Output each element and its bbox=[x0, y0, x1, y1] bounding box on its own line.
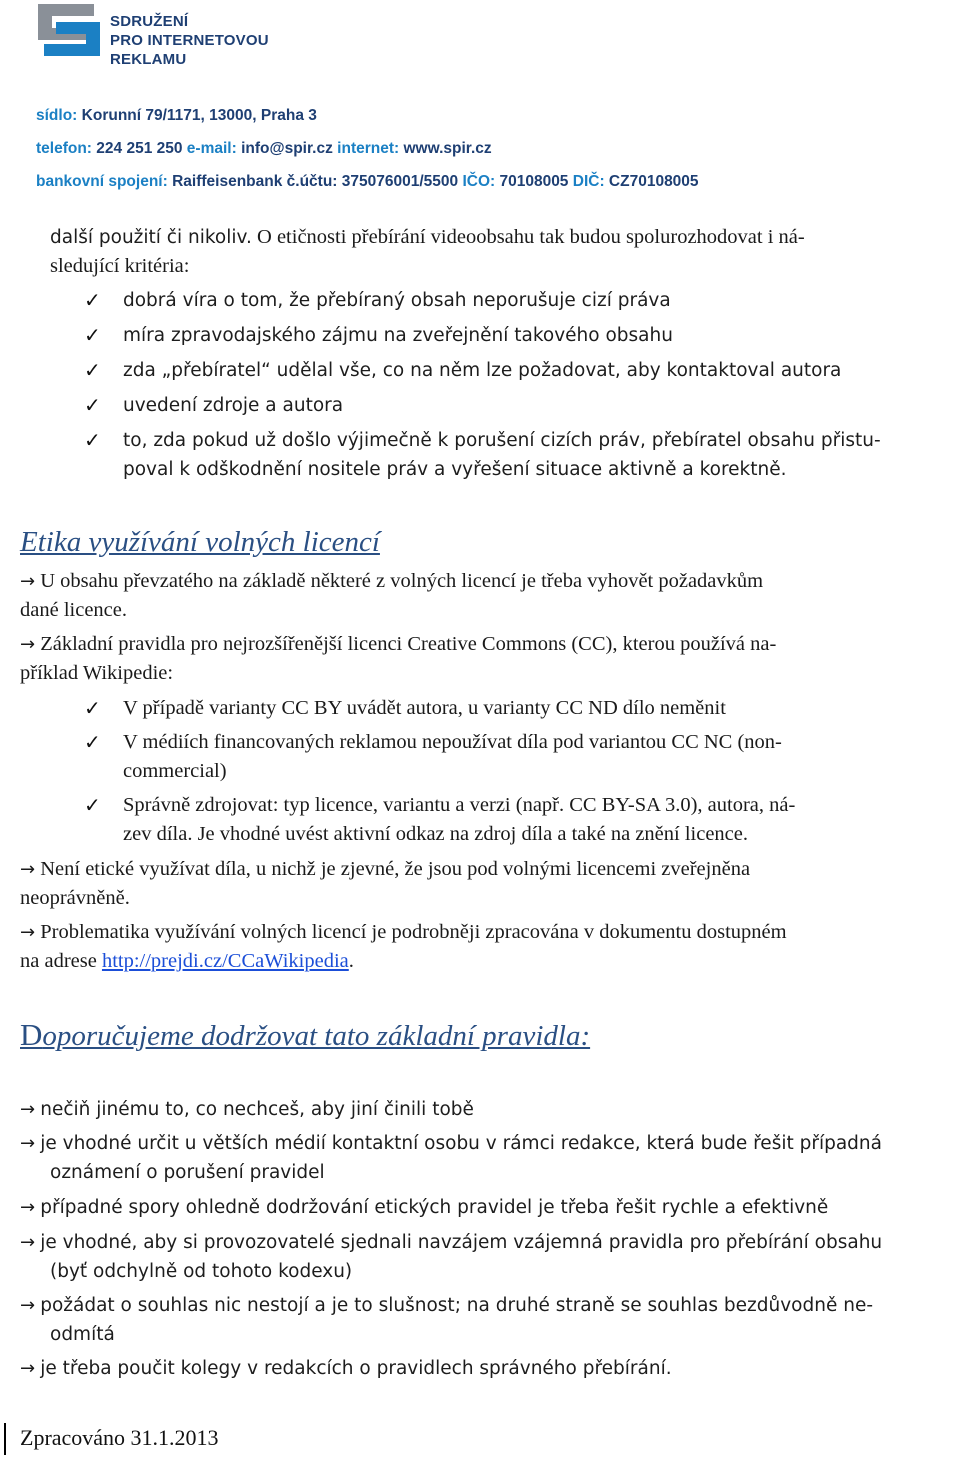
arrow-icon: → bbox=[20, 1099, 36, 1120]
contact-block bbox=[36, 104, 699, 203]
check-icon: ✓ bbox=[84, 793, 101, 817]
ico-label: IČO: bbox=[462, 173, 496, 190]
arrow-icon: → bbox=[20, 1232, 36, 1253]
bank-label: bankovní spojení: bbox=[36, 173, 168, 190]
footer-divider bbox=[4, 1423, 6, 1455]
rule-item-continuation: (byť odchylně od tohoto kodexu) bbox=[50, 1261, 353, 1282]
criteria-item: uvedení zdroje a autora bbox=[123, 395, 344, 416]
criteria-item: dobrá víra o tom, že přebíraný obsah neporušuje cizí práva bbox=[123, 290, 671, 311]
seat-value: Korunní 79/1171, 13000, Praha 3 bbox=[81, 107, 317, 124]
intro-fragment: další použití či nikoliv. bbox=[50, 227, 252, 248]
heading-text: oporučujeme dodržovat tato základní pravidla: bbox=[42, 1020, 591, 1052]
licence-paragraph-4 bbox=[20, 918, 787, 947]
arrow-icon: → bbox=[20, 859, 36, 880]
arrow-icon: → bbox=[20, 1133, 36, 1154]
check-icon: ✓ bbox=[84, 358, 101, 382]
licence-paragraph-4-cont bbox=[20, 947, 354, 976]
rule-item-continuation: odmítá bbox=[50, 1324, 115, 1345]
cc-rule: Správně zdrojovat: typ licence, variantu a verzi (např. CC BY-SA 3.0), autora, ná- bbox=[123, 794, 796, 816]
criteria-item-continuation: poval k odškodnění nositele práv a vyřešení situace aktivně a korektně. bbox=[123, 459, 787, 480]
arrow-icon: → bbox=[20, 1197, 36, 1218]
rule-item bbox=[20, 1129, 882, 1158]
licence-paragraph-3 bbox=[20, 855, 750, 884]
bank-line bbox=[36, 170, 699, 203]
email-label: e-mail: bbox=[186, 140, 237, 157]
rule-item bbox=[20, 1193, 828, 1222]
web-value[interactable]: www.spir.cz bbox=[403, 140, 492, 157]
dic-value: CZ70108005 bbox=[608, 173, 699, 190]
rule-text: nečiň jinému to, co nechceš, aby jiní činili tobě bbox=[40, 1099, 474, 1120]
licence-ethics-heading: Etika využívání volných licencí bbox=[20, 526, 380, 558]
licence-paragraph-1 bbox=[20, 567, 763, 596]
logo-line-2: PRO INTERNETOVOU bbox=[110, 32, 269, 49]
cc-wikipedia-link[interactable]: http://prejdi.cz/CCaWikipedia bbox=[101, 950, 349, 972]
check-icon: ✓ bbox=[84, 696, 101, 720]
rule-item bbox=[20, 1291, 873, 1320]
phone-line bbox=[36, 137, 699, 170]
logo-line-1: SDRUŽENÍ bbox=[110, 13, 189, 30]
heading-initial: D bbox=[20, 1017, 43, 1052]
cc-rule: V médiích financovaných reklamou nepoužívat díla pod variantou CC NC (non- bbox=[123, 731, 782, 753]
check-icon: ✓ bbox=[84, 393, 101, 417]
rule-text: je vhodné určit u větších médií kontaktní osobu v rámci redakce, která bude řešit případná bbox=[40, 1133, 882, 1154]
criteria-item: zda „přebíratel“ udělal vše, co na něm lze požadovat, aby kontaktoval autora bbox=[123, 360, 842, 381]
licence-paragraph-3-cont: neoprávněně. bbox=[20, 887, 130, 909]
ico-value: 70108005 bbox=[499, 173, 569, 190]
licence-paragraph-2 bbox=[20, 630, 776, 659]
criteria-item: to, zda pokud už došlo výjimečně k porušení cizích práv, přebíratel obsahu přistu- bbox=[123, 430, 881, 451]
logo-line-3: REKLAMU bbox=[110, 51, 187, 68]
criteria-item: míra zpravodajského zájmu na zveřejnění takového obsahu bbox=[123, 325, 673, 346]
rule-text: případné spory ohledně dodržování etických pravidel je třeba řešit rychle a efektivně bbox=[40, 1197, 829, 1218]
rule-item bbox=[20, 1228, 882, 1257]
intro-sentence: O etičnosti přebírání videoobsahu tak budou spolurozhodovat i ná- bbox=[251, 226, 805, 248]
arrow-icon: → bbox=[20, 922, 36, 943]
footer-date: Zpracováno 31.1.2013 bbox=[20, 1425, 219, 1450]
rule-text: požádat o souhlas nic nestojí a je to slušnost; na druhé straně se souhlas bezdůvodně ne- bbox=[40, 1295, 874, 1316]
intro-line-2: sledující kritéria: bbox=[50, 255, 190, 277]
check-icon: ✓ bbox=[84, 288, 101, 312]
rule-item bbox=[20, 1354, 672, 1383]
recommended-rules-heading bbox=[20, 1015, 590, 1056]
rule-text: je vhodné, aby si provozovatelé sjednali navzájem vzájemná pravidla pro přebírání obsahu bbox=[40, 1232, 883, 1253]
dic-label: DIČ: bbox=[572, 173, 605, 190]
check-icon: ✓ bbox=[84, 730, 101, 754]
paragraph-text: Základní pravidla pro nejrozšířenější licenci Creative Commons (CC), kterou používá na- bbox=[40, 633, 777, 655]
intro-line-1 bbox=[50, 223, 955, 252]
paragraph-text: U obsahu převzatého na základě některé z volných licencí je třeba vyhovět požadavkům bbox=[40, 570, 764, 592]
seat-line bbox=[36, 104, 699, 137]
phone-value: 224 251 250 bbox=[96, 140, 183, 157]
paragraph-text: na adrese bbox=[20, 950, 102, 972]
arrow-icon: → bbox=[20, 571, 36, 592]
check-icon: ✓ bbox=[84, 323, 101, 347]
licence-paragraph-2-cont: příklad Wikipedie: bbox=[20, 662, 174, 684]
paragraph-text: Není etické využívat díla, u nichž je zjevné, že jsou pod volnými licencemi zveřejněna bbox=[40, 858, 751, 880]
bank-value: Raiffeisenbank č.účtu: 375076001/5500 bbox=[172, 173, 459, 190]
paragraph-text: Problematika využívání volných licencí je podrobněji zpracována v dokumentu dostupném bbox=[40, 921, 787, 943]
web-label: internet: bbox=[337, 140, 400, 157]
email-value[interactable]: info@spir.cz bbox=[241, 140, 333, 157]
paragraph-text: . bbox=[348, 950, 354, 972]
arrow-icon: → bbox=[20, 1295, 36, 1316]
arrow-icon: → bbox=[20, 634, 36, 655]
spir-logo-mark bbox=[38, 4, 104, 66]
arrow-icon: → bbox=[20, 1358, 36, 1379]
rule-item bbox=[20, 1095, 474, 1124]
cc-rule-continuation: zev díla. Je vhodné uvést aktivní odkaz na zdroj díla a také na znění licence. bbox=[123, 823, 748, 845]
cc-rule-continuation: commercial) bbox=[123, 760, 227, 782]
spir-logo bbox=[38, 4, 288, 74]
cc-rule: V případě varianty CC BY uvádět autora, u varianty CC ND dílo neměnit bbox=[123, 697, 726, 719]
logo-wordmark bbox=[110, 12, 269, 69]
licence-paragraph-1-cont: dané licence. bbox=[20, 599, 127, 621]
check-icon: ✓ bbox=[84, 428, 101, 452]
rule-item-continuation: oznámení o porušení pravidel bbox=[50, 1162, 325, 1183]
phone-label: telefon: bbox=[36, 140, 92, 157]
rule-text: je třeba poučit kolegy v redakcích o pravidlech správného přebírání. bbox=[40, 1358, 672, 1379]
seat-label: sídlo: bbox=[36, 107, 78, 124]
